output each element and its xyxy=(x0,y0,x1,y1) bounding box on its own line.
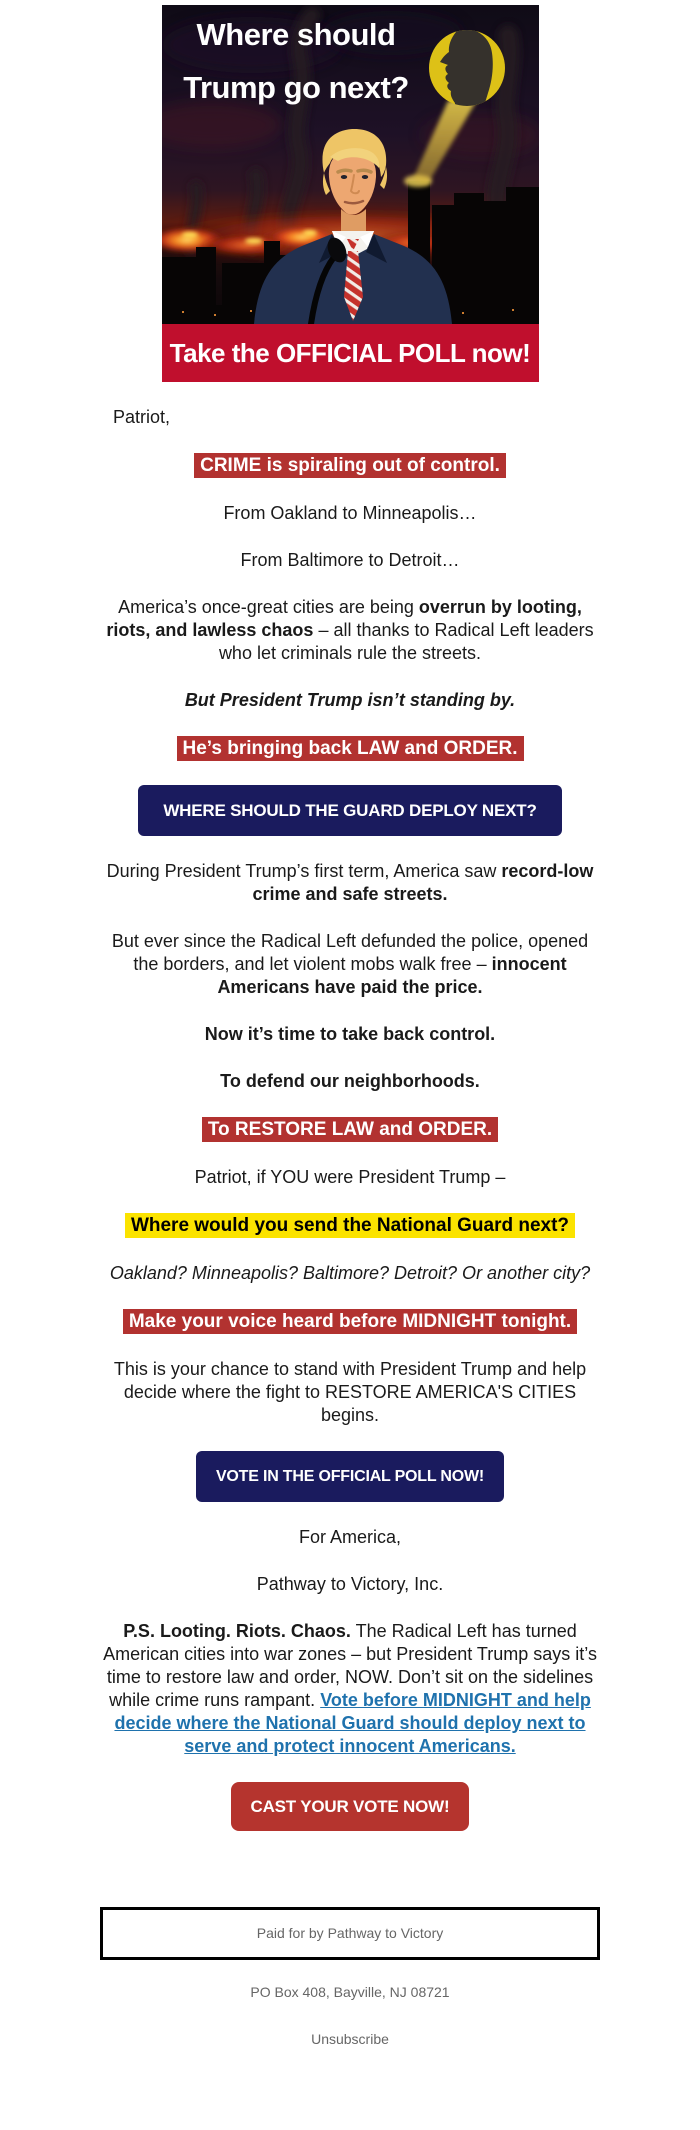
ps-bold: P.S. Looting. Riots. Chaos. xyxy=(123,1621,351,1641)
oakland-line: From Oakland to Minneapolis… xyxy=(223,503,477,523)
paid-for-box xyxy=(100,1907,600,1960)
cast-vote-button[interactable]: CAST YOUR VOTE NOW! xyxy=(231,1782,470,1831)
signoff-line2: Pathway to Victory, Inc. xyxy=(256,1574,444,1594)
midnight-highlight: Make your voice heard before MIDNIGHT tonight. xyxy=(123,1309,577,1334)
unsubscribe-link[interactable]: Unsubscribe xyxy=(311,2031,389,2047)
overrun-post: – all thanks to Radical Left leaders who let criminals rule the streets. xyxy=(218,620,594,663)
greeting-text: Patriot, xyxy=(113,407,171,427)
overrun-pre: America’s once-great cities are being xyxy=(118,597,419,617)
law-order-highlight: He’s bringing back LAW and ORDER. xyxy=(177,736,524,761)
if-you-line: Patriot, if YOU were President Trump – xyxy=(194,1167,506,1187)
law-order-line xyxy=(100,736,600,761)
ps-paragraph xyxy=(100,1620,600,1758)
address-text: PO Box 408, Bayville, NJ 08721 xyxy=(250,1984,450,2000)
banner-headline-line2: Trump go next? xyxy=(182,70,409,105)
first-term-pre: During President Trump’s first term, America saw xyxy=(106,861,502,881)
banner-scene xyxy=(162,5,539,324)
since-bold: innocent Americans have paid the price. xyxy=(217,954,567,997)
crime-highlight-line xyxy=(100,453,600,478)
guard-deploy-button-row xyxy=(100,785,600,836)
midnight-line xyxy=(100,1309,600,1334)
restore-line xyxy=(100,1117,600,1142)
email-body xyxy=(100,0,600,2050)
take-back-line: Now it’s time to take back control. xyxy=(204,1024,496,1044)
paid-for-text: Paid for by Pathway to Victory xyxy=(256,1925,444,1941)
cast-vote-button-row xyxy=(100,1782,600,1831)
not-standing-by-line: But President Trump isn’t standing by. xyxy=(184,690,516,710)
since-paragraph xyxy=(100,930,600,999)
poll-banner[interactable] xyxy=(162,5,539,382)
baltimore-line: From Baltimore to Detroit… xyxy=(240,550,460,570)
defend-line: To defend our neighborhoods. xyxy=(220,1071,480,1091)
chance-paragraph: This is your chance to stand with President Trump and help decide where the fight to RESTORE AMERICA'S CITIES begins. xyxy=(113,1359,587,1425)
guard-deploy-button[interactable]: WHERE SHOULD THE GUARD DEPLOY NEXT? xyxy=(138,785,561,836)
first-term-bold: record-low crime and safe streets. xyxy=(252,861,594,904)
ps-vote-link[interactable]: Vote before MIDNIGHT and help decide where the National Guard should deploy next to serve and protect innocent Americans. xyxy=(114,1690,591,1756)
overrun-bold: overrun by looting, riots, and lawless chaos xyxy=(106,597,582,640)
restore-highlight: To RESTORE LAW and ORDER. xyxy=(202,1117,498,1142)
cities-question-line: Oakland? Minneapolis? Baltimore? Detroit? Or another city? xyxy=(109,1263,591,1283)
crime-highlight: CRIME is spiraling out of control. xyxy=(194,453,506,478)
first-term-paragraph xyxy=(100,860,600,906)
guard-question-line xyxy=(100,1213,600,1238)
guard-question-highlight: Where would you send the National Guard next? xyxy=(125,1213,575,1238)
signoff-line1: For America, xyxy=(298,1527,402,1547)
vote-poll-button[interactable]: VOTE IN THE OFFICIAL POLL NOW! xyxy=(196,1451,504,1502)
ps-text: The Radical Left has turned American cities into war zones – but President Trump says it’s time to restore law and order, NOW. Don’t sit on the sidelines while crime runs rampant. xyxy=(103,1621,597,1710)
vote-poll-button-row xyxy=(100,1451,600,1502)
overrun-paragraph xyxy=(100,596,600,665)
banner-cta-strip: Take the OFFICIAL POLL now! xyxy=(162,324,539,382)
banner-headline-line1: Where should xyxy=(196,17,395,52)
since-pre: But ever since the Radical Left defunded the police, opened the borders, and let violent mobs walk free – xyxy=(111,931,589,974)
